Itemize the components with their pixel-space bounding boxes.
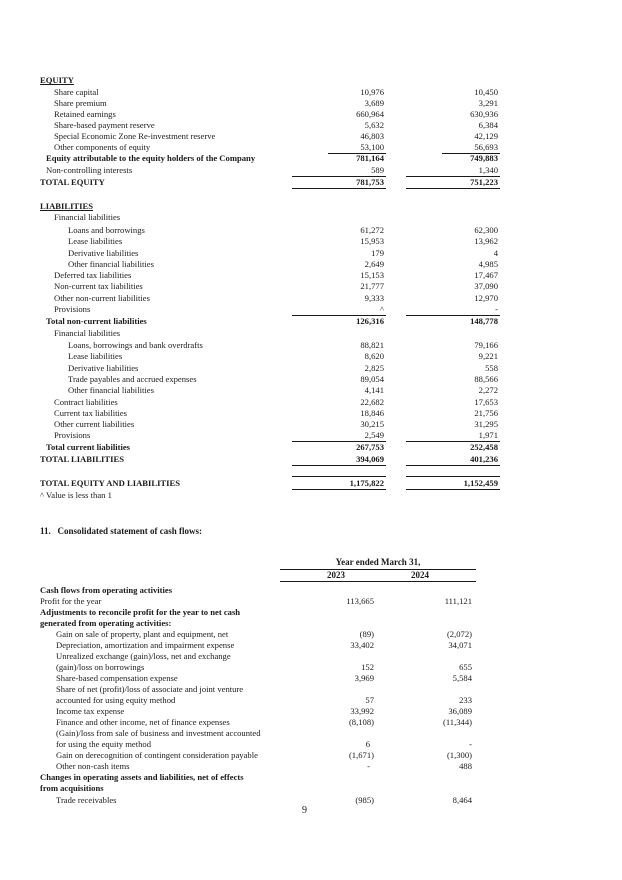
liability-row — [0, 304, 622, 315]
value-2023: 8,620 — [364, 351, 384, 361]
value-2023: 781,164 — [356, 153, 384, 163]
rule — [292, 476, 386, 477]
row-label: Retained earnings — [54, 109, 116, 119]
equity-row — [0, 153, 622, 164]
value-2023: 2,549 — [364, 430, 384, 440]
equity-row — [0, 98, 622, 109]
liability-row — [0, 419, 622, 430]
value-2023: 1,175,822 — [349, 478, 384, 488]
value-2023: 88,821 — [360, 340, 384, 350]
row-label: from acquisitions — [40, 783, 104, 793]
liability-row — [0, 270, 622, 281]
row-label: Other non-current liabilities — [54, 293, 150, 303]
liability-row — [0, 363, 622, 374]
row-label: Share-based compensation expense — [56, 673, 178, 683]
equity-row — [0, 109, 622, 120]
subtotal-row — [0, 316, 622, 327]
year-header-2024: 2024 — [411, 570, 429, 580]
cashflow-row — [0, 706, 622, 717]
row-label: for using the equity method — [56, 739, 151, 749]
row-label: Equity attributable to the equity holders of the Company — [46, 153, 256, 163]
row-label: Trade payables and accrued expenses — [68, 374, 197, 384]
liability-row — [0, 340, 622, 351]
cashflow-row — [0, 717, 622, 728]
value-2023: 3,969 — [354, 673, 374, 683]
liabilities-heading: LIABILITIES — [40, 201, 94, 211]
value-2023: (1,671) — [348, 750, 374, 760]
value-2023: 589 — [371, 165, 384, 175]
footnote: ^ Value is less than 1 — [40, 490, 112, 500]
value-2023: 53,100 — [360, 142, 384, 152]
value-2024: 4,985 — [478, 259, 498, 269]
value-2023: 5,632 — [364, 120, 384, 130]
value-2023: 61,272 — [360, 225, 384, 235]
value-2024: 655 — [459, 662, 472, 672]
value-2023: 2,649 — [364, 259, 384, 269]
value-2024: 401,236 — [470, 454, 498, 464]
row-label: Current tax liabilities — [54, 408, 128, 418]
row-label: Total non-current liabilities — [46, 316, 147, 326]
value-2023: (985) — [355, 795, 374, 805]
row-label: TOTAL EQUITY AND LIABILITIES — [40, 478, 181, 488]
value-2023: 57 — [365, 695, 374, 705]
value-2024: 9,221 — [478, 351, 498, 361]
value-2023: ^ — [379, 304, 384, 314]
value-2024: 1,971 — [478, 430, 498, 440]
equity-row — [0, 87, 622, 98]
liability-row — [0, 397, 622, 408]
value-2023: 3,689 — [364, 98, 384, 108]
value-2023: 781,753 — [356, 177, 384, 187]
value-2024: 4 — [493, 248, 498, 258]
row-label: Income tax expense — [56, 706, 125, 716]
row-label: Special Economic Zone Re-investment reserve — [54, 131, 216, 141]
total-equity-row — [0, 177, 622, 188]
liability-row — [0, 408, 622, 419]
liability-row — [0, 212, 622, 223]
cashflow-row — [0, 728, 622, 739]
value-2024: 13,962 — [474, 236, 498, 246]
row-label: Changes in operating assets and liabilities, net of effects — [40, 772, 244, 782]
value-2023: 4,141 — [364, 385, 384, 395]
value-2023: 6 — [365, 739, 370, 749]
cashflow-row — [0, 695, 622, 706]
row-label: Other non-cash items — [56, 761, 130, 771]
value-2023: 30,215 — [360, 419, 384, 429]
row-label: TOTAL EQUITY — [40, 177, 105, 187]
row-label: (Gain)/loss from sale of business and investment accounted — [56, 728, 261, 738]
subtotal-row — [0, 442, 622, 453]
value-2023: 179 — [371, 248, 384, 258]
row-label: Finance and other income, net of finance expenses — [56, 717, 230, 727]
value-2024: 42,129 — [474, 131, 498, 141]
row-label: Loans and borrowings — [68, 225, 145, 235]
section-title-text: Consolidated statement of cash flows: — [57, 526, 203, 536]
value-2023: 152 — [361, 662, 374, 672]
value-2023: 9,333 — [364, 293, 384, 303]
value-2023: 394,069 — [356, 454, 384, 464]
value-2024: - — [495, 304, 498, 314]
row-label: Other financial liabilities — [68, 385, 154, 395]
row-label: Cash flows from operating activities — [40, 585, 173, 595]
value-2023: 113,665 — [346, 596, 374, 606]
value-2024: 6,384 — [478, 120, 498, 130]
value-2024: 1,152,459 — [463, 478, 498, 488]
row-label: Depreciation, amortization and impairment expense — [56, 640, 235, 650]
liability-row — [0, 225, 622, 236]
equity-heading: EQUITY — [40, 75, 74, 85]
rule — [280, 569, 476, 570]
value-2024: 17,653 — [474, 397, 498, 407]
value-2024: 88,566 — [474, 374, 498, 384]
value-2024: 252,458 — [470, 442, 498, 452]
row-label: Share of net (profit)/loss of associate and joint venture — [56, 684, 244, 694]
value-2024: 31,295 — [474, 419, 498, 429]
equity-heading-row — [0, 75, 622, 86]
row-label: Non-controlling interests — [46, 165, 133, 175]
footnote-row — [0, 490, 622, 501]
value-2023: 660,964 — [356, 109, 384, 119]
liability-row — [0, 236, 622, 247]
section-number: 11. — [40, 526, 51, 536]
cashflow-row — [0, 607, 622, 618]
value-2024: 36,089 — [448, 706, 472, 716]
row-label: Contract liabilities — [54, 397, 118, 407]
row-label: Non-current tax liabilities — [54, 281, 143, 291]
cashflow-row — [0, 783, 622, 794]
value-2024: - — [469, 739, 472, 749]
grand-total-row — [0, 478, 622, 489]
cashflow-row — [0, 739, 622, 750]
row-label: Loans, borrowings and bank overdrafts — [68, 340, 203, 350]
value-2023: 33,402 — [350, 640, 374, 650]
row-label: Share-based payment reserve — [54, 120, 155, 130]
cashflow-row — [0, 795, 622, 806]
cashflow-row — [0, 585, 622, 596]
value-2024: 10,450 — [474, 87, 498, 97]
value-2023: 267,753 — [356, 442, 384, 452]
value-2024: 3,291 — [478, 98, 498, 108]
row-label: Other financial liabilities — [68, 259, 154, 269]
value-2023: 46,803 — [360, 131, 384, 141]
total-liabilities-row — [0, 454, 622, 465]
cashflow-row — [0, 761, 622, 772]
liability-row — [0, 259, 622, 270]
liability-row — [0, 374, 622, 385]
value-2024: 2,272 — [478, 385, 498, 395]
value-2024: 233 — [459, 695, 472, 705]
page-number: 9 — [302, 805, 307, 816]
row-label: (gain)/loss on borrowings — [56, 662, 145, 672]
value-2023: 22,682 — [360, 397, 384, 407]
row-label: Financial liabilities — [54, 328, 121, 338]
cashflow-row — [0, 596, 622, 607]
cashflow-row — [0, 618, 622, 629]
value-2023: 2,825 — [364, 363, 384, 373]
cashflow-row — [0, 640, 622, 651]
cashflow-row — [0, 750, 622, 761]
row-label: Financial liabilities — [54, 212, 121, 222]
equity-row — [0, 131, 622, 142]
cashflow-row — [0, 684, 622, 695]
value-2023: (8,108) — [348, 717, 374, 727]
cashflow-row — [0, 662, 622, 673]
row-label: Unrealized exchange (gain)/loss, net and exchange — [56, 651, 231, 661]
value-2024: 630,936 — [470, 109, 498, 119]
value-2024: 111,121 — [444, 596, 472, 606]
row-label: Profit for the year — [40, 596, 102, 606]
value-2024: 12,970 — [474, 293, 498, 303]
cashflow-row — [0, 673, 622, 684]
row-label: Adjustments to reconcile profit for the year to net cash — [40, 607, 241, 617]
value-2024: (11,344) — [442, 717, 472, 727]
liability-row — [0, 328, 622, 339]
cashflow-row — [0, 651, 622, 662]
row-label: Derivative liabilities — [68, 363, 139, 373]
period-header: Year ended March 31, — [335, 557, 421, 567]
rule — [406, 188, 500, 189]
section-title — [40, 526, 202, 536]
value-2024: 21,756 — [474, 408, 498, 418]
value-2023: 21,777 — [360, 281, 384, 291]
value-2024: 5,584 — [452, 673, 472, 683]
equity-row — [0, 165, 622, 176]
rule — [292, 465, 386, 466]
row-label: TOTAL LIABILITIES — [40, 454, 124, 464]
row-label: Deferred tax liabilities — [54, 270, 132, 280]
row-label: Gain on derecognition of contingent consideration payable — [56, 750, 258, 760]
rule — [280, 581, 476, 582]
row-label: Lease liabilities — [68, 351, 123, 361]
value-2024: (1,300) — [446, 750, 472, 760]
row-label: Derivative liabilities — [68, 248, 139, 258]
row-label: Total current liabilities — [46, 442, 131, 452]
value-2024: 1,340 — [478, 165, 498, 175]
year-header-2023: 2023 — [327, 570, 345, 580]
row-label: Trade receivables — [56, 795, 117, 805]
row-label: Gain on sale of property, plant and equipment, net — [56, 629, 229, 639]
liability-row — [0, 385, 622, 396]
rule — [406, 476, 500, 477]
value-2024: 148,778 — [470, 316, 498, 326]
row-label: Share premium — [54, 98, 107, 108]
value-2023: 18,846 — [360, 408, 384, 418]
value-2024: 488 — [459, 761, 472, 771]
liability-row — [0, 293, 622, 304]
value-2023: 89,054 — [360, 374, 384, 384]
equity-row — [0, 120, 622, 131]
value-2024: 8,464 — [452, 795, 472, 805]
liability-row — [0, 351, 622, 362]
value-2024: 751,223 — [470, 177, 498, 187]
row-label: Provisions — [54, 304, 91, 314]
equity-row — [0, 142, 622, 153]
row-label: Other components of equity — [54, 142, 151, 152]
rule — [406, 465, 500, 466]
cashflow-row — [0, 629, 622, 640]
value-2023: 126,316 — [356, 316, 384, 326]
value-2023: 15,953 — [360, 236, 384, 246]
row-label: accounted for using equity method — [56, 695, 176, 705]
value-2024: 17,467 — [474, 270, 498, 280]
value-2023: 10,976 — [360, 87, 384, 97]
value-2023: - — [367, 761, 370, 771]
value-2024: 56,693 — [474, 142, 498, 152]
value-2024: 34,071 — [448, 640, 472, 650]
value-2023: 33,992 — [350, 706, 374, 716]
value-2024: (2,072) — [446, 629, 472, 639]
value-2024: 62,300 — [474, 225, 498, 235]
liability-row — [0, 281, 622, 292]
liabilities-heading-row — [0, 201, 622, 212]
row-label: Lease liabilities — [68, 236, 123, 246]
value-2024: 79,166 — [474, 340, 498, 350]
value-2024: 37,090 — [474, 281, 498, 291]
liability-row — [0, 248, 622, 259]
cashflow-row — [0, 772, 622, 783]
row-label: Provisions — [54, 430, 91, 440]
value-2024: 558 — [485, 363, 498, 373]
rule — [292, 188, 386, 189]
value-2023: 15,153 — [360, 270, 384, 280]
value-2023: (89) — [359, 629, 374, 639]
value-2024: 749,883 — [470, 153, 498, 163]
row-label: Share capital — [54, 87, 99, 97]
row-label: generated from operating activities: — [40, 618, 172, 628]
liability-row — [0, 430, 622, 441]
row-label: Other current liabilities — [54, 419, 135, 429]
